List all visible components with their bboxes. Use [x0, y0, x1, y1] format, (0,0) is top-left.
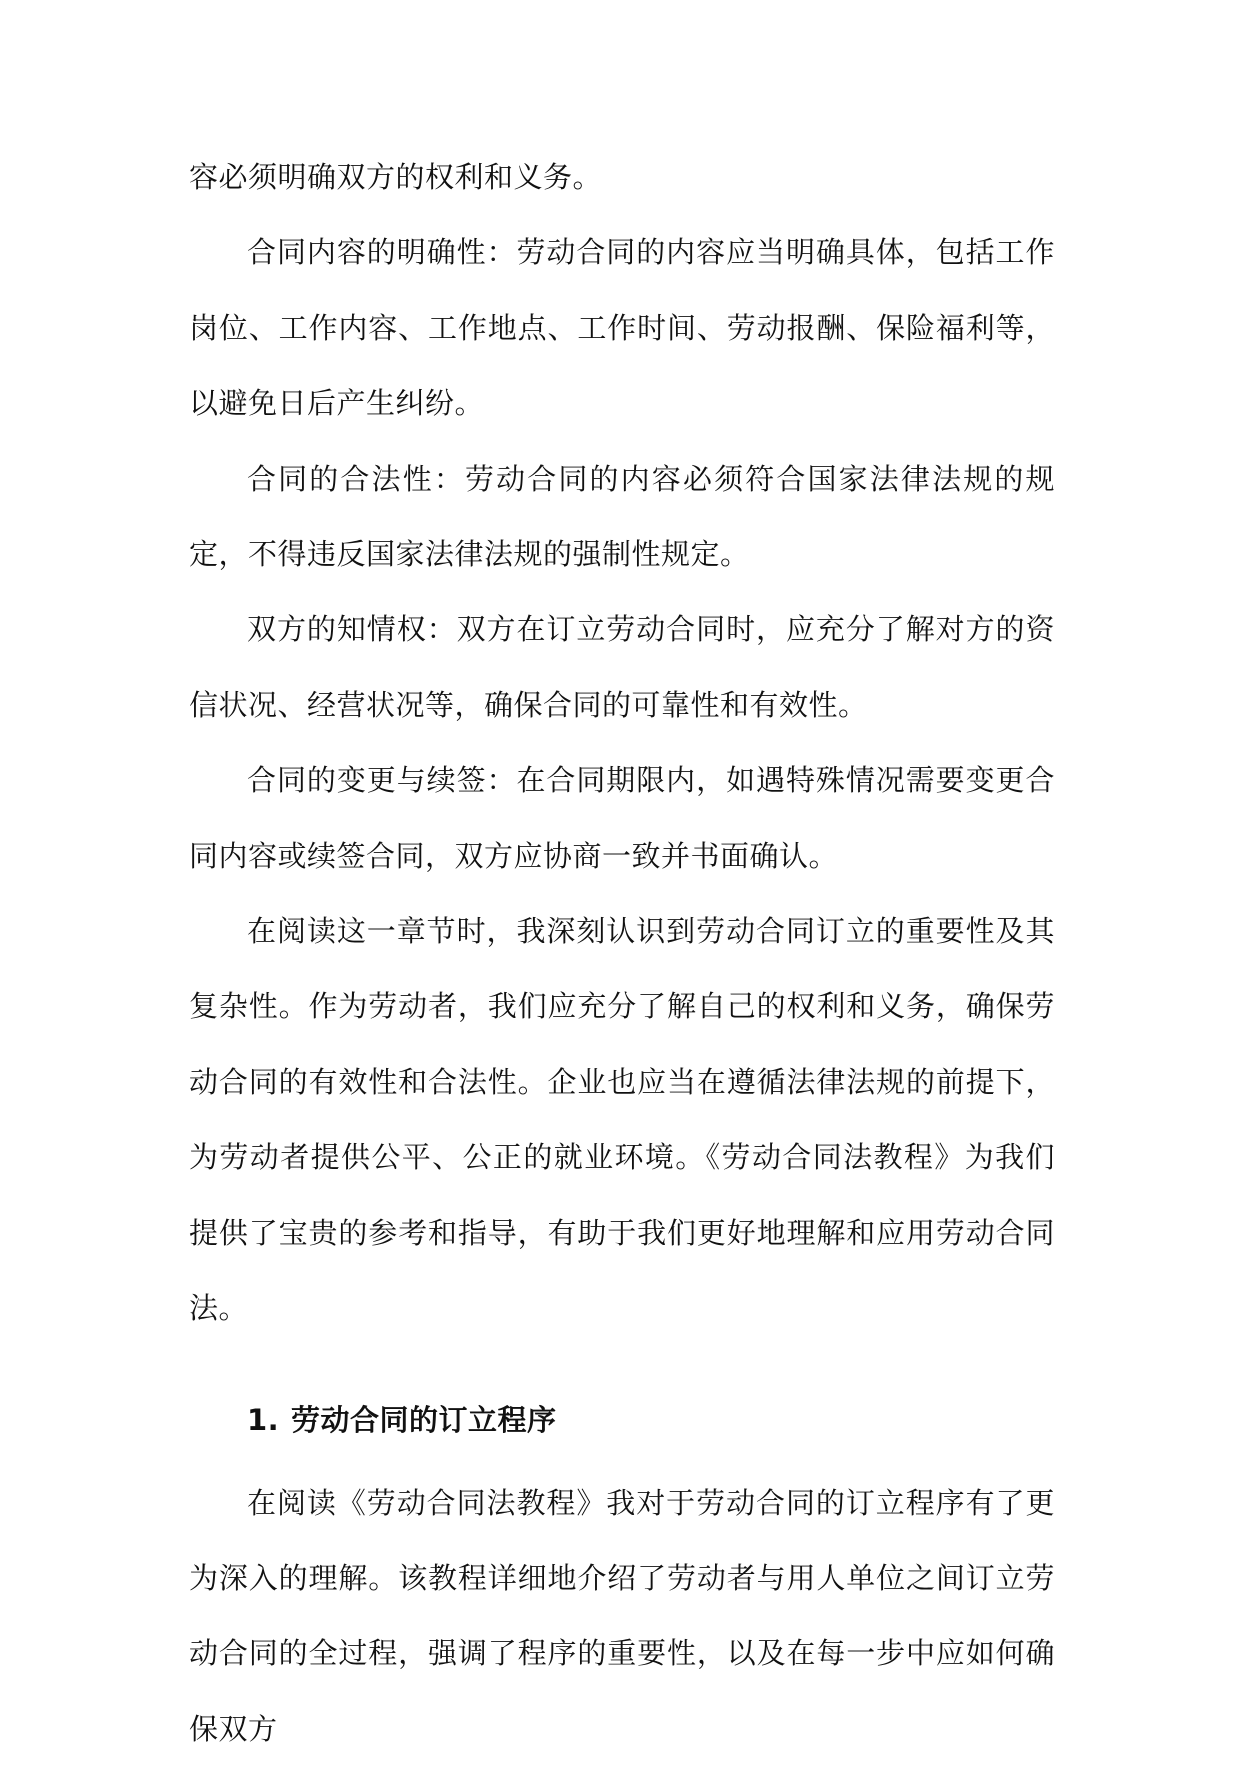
paragraph-3: 合同的合法性：劳动合同的内容必须符合国家法律法规的规定，不得违反国家法律法规的强制性规定。 — [189, 442, 1055, 593]
section-number: 1. — [247, 1383, 291, 1458]
section-title: 劳动合同的订立程序 — [291, 1403, 557, 1437]
paragraph-7: 在阅读《劳动合同法教程》我对于劳动合同的订立程序有了更为深入的理解。该教程详细地介绍了劳动者与用人单位之间订立劳动合同的全过程，强调了程序的重要性，以及在每一步中应如何确保双方 — [189, 1466, 1055, 1767]
section-heading — [189, 1383, 1055, 1458]
paragraph-4: 双方的知情权：双方在订立劳动合同时，应充分了解对方的资信状况、经营状况等，确保合同的可靠性和有效性。 — [189, 592, 1055, 743]
document-body — [189, 140, 1055, 1767]
paragraph-2: 合同内容的明确性：劳动合同的内容应当明确具体，包括工作岗位、工作内容、工作地点、工作时间、劳动报酬、保险福利等，以避免日后产生纠纷。 — [189, 215, 1055, 441]
paragraph-5: 合同的变更与续签：在合同期限内，如遇特殊情况需要变更合同内容或续签合同，双方应协商一致并书面确认。 — [189, 743, 1055, 894]
paragraph-6: 在阅读这一章节时，我深刻认识到劳动合同订立的重要性及其复杂性。作为劳动者，我们应充分了解自己的权利和义务，确保劳动合同的有效性和合法性。企业也应当在遵循法律法规的前提下，为劳动者提供公平、公正的就业环境。《劳动合同法教程》为我们提供了宝贵的参考和指导，有助于我们更好地理解和应用劳动合同法。 — [189, 894, 1055, 1346]
paragraph-1: 容必须明确双方的权利和义务。 — [189, 140, 1055, 215]
